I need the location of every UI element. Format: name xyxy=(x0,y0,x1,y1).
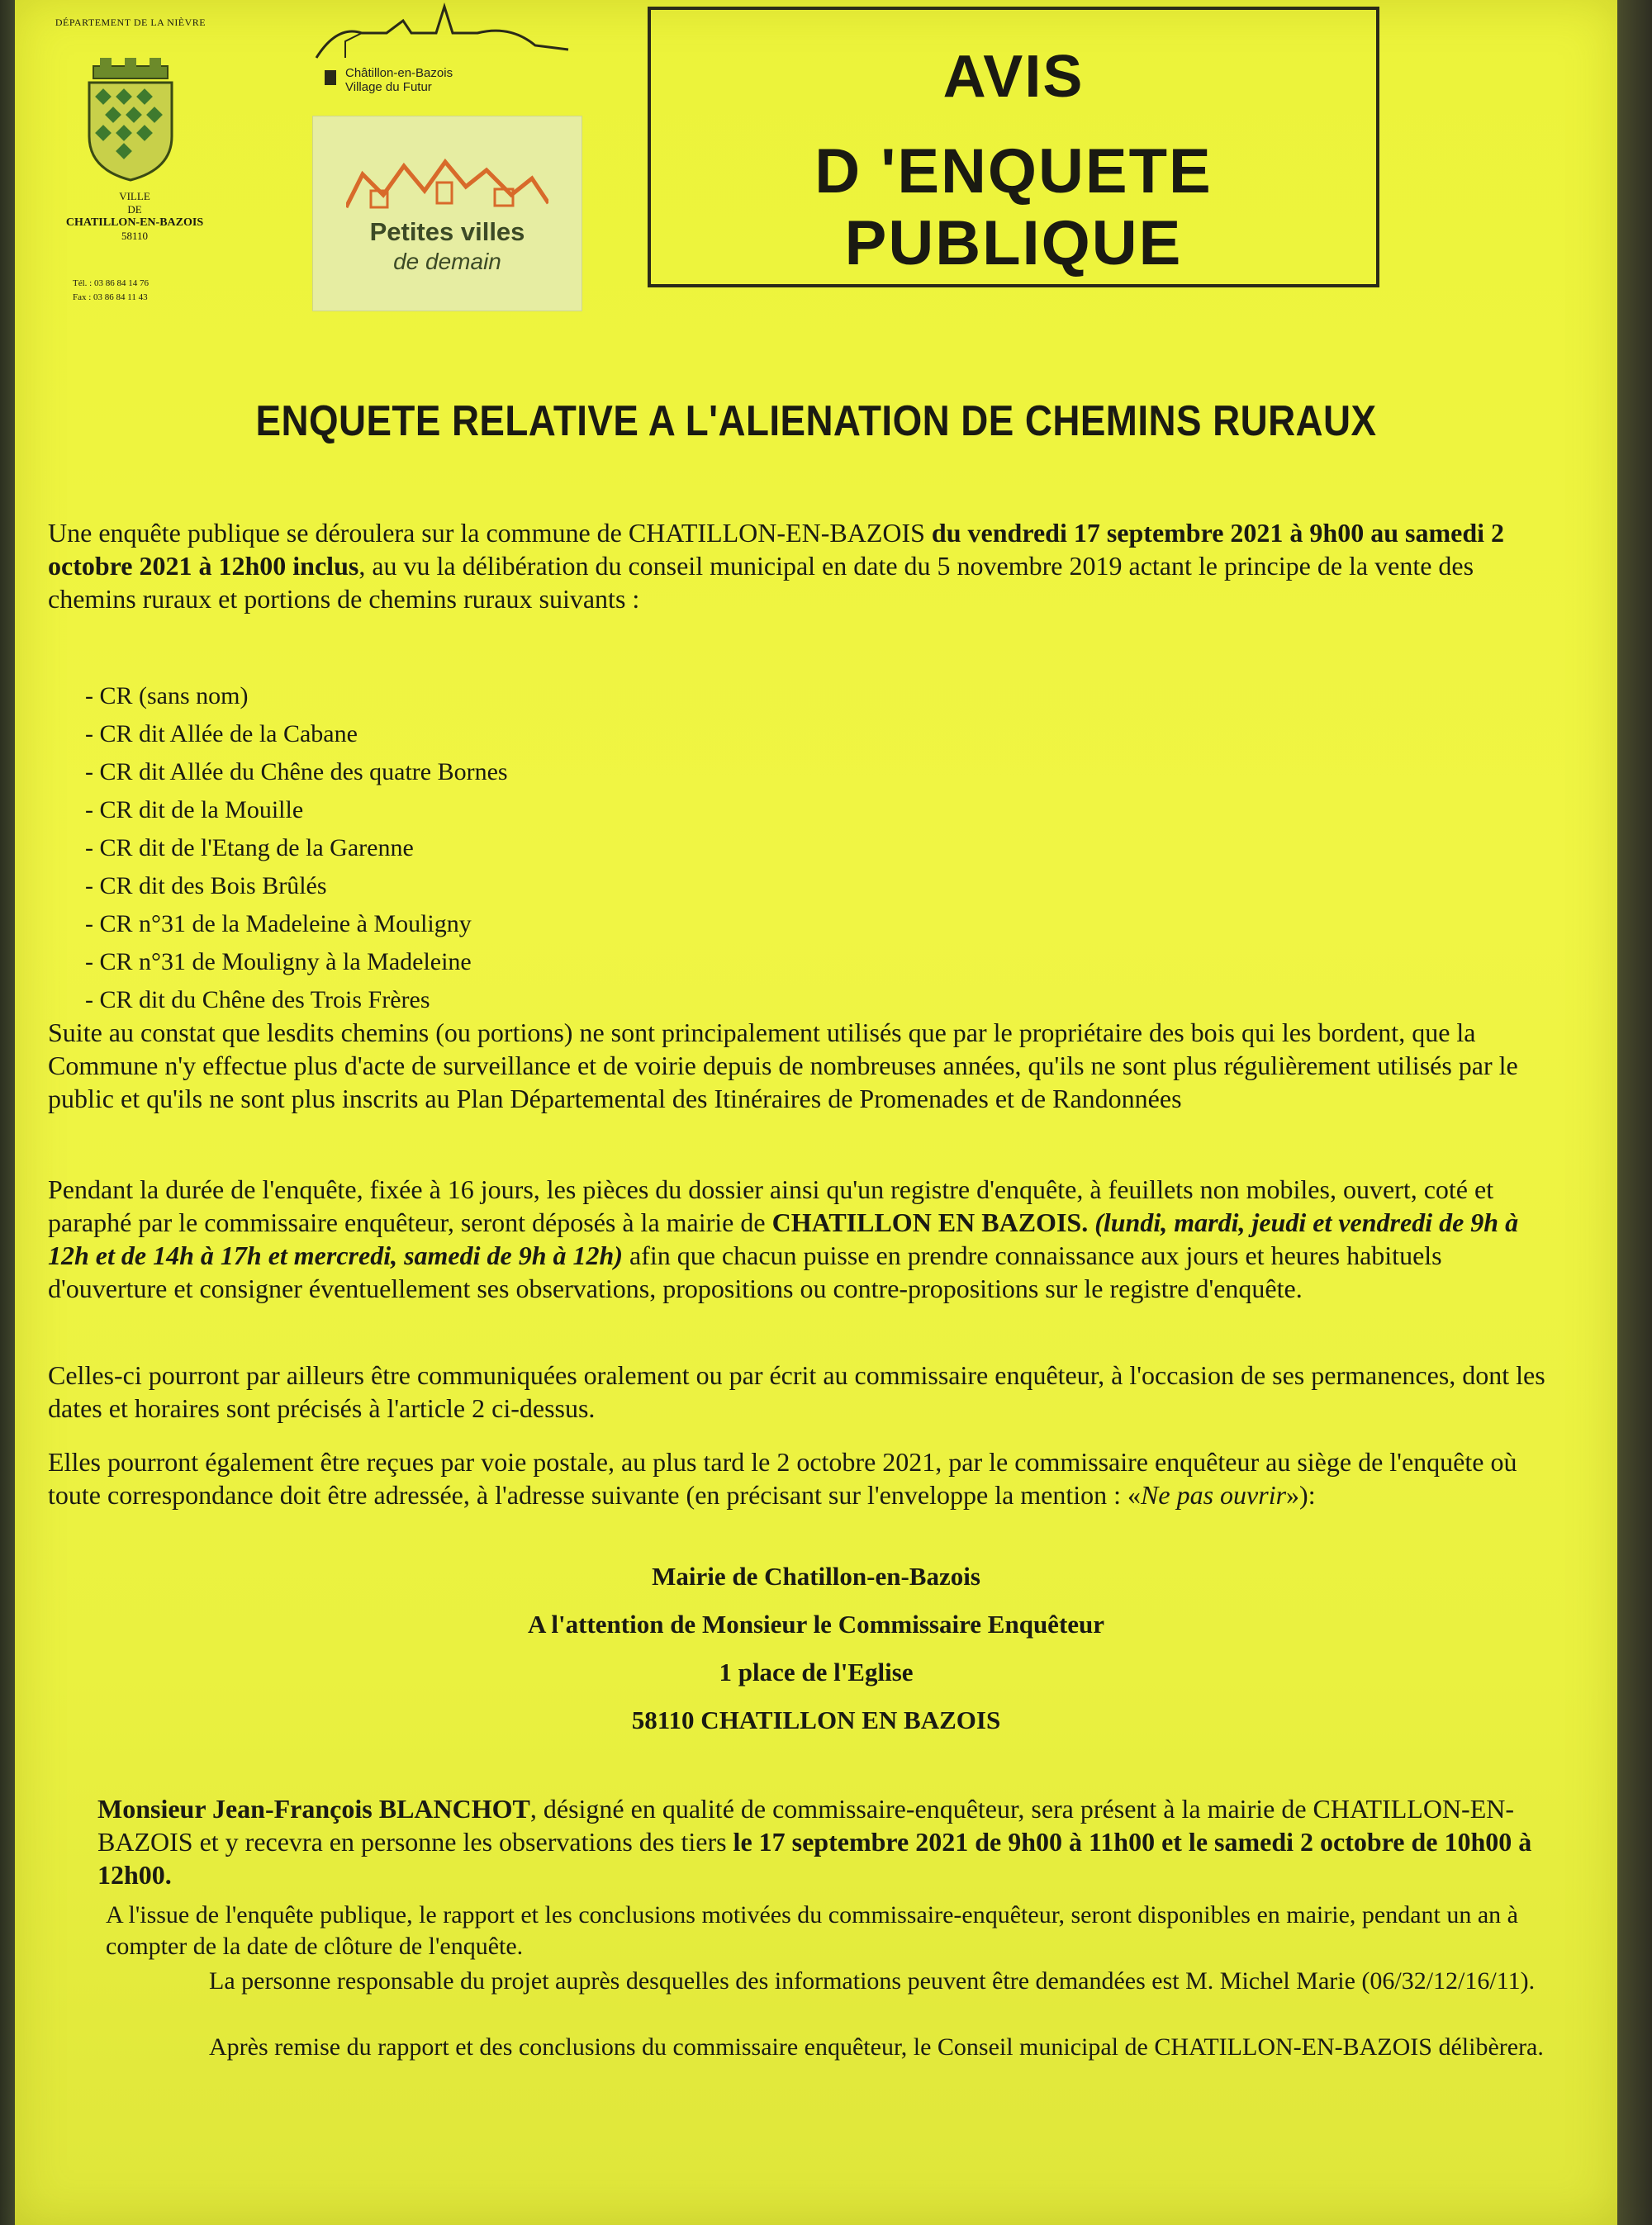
postale-mention: Ne pas ouvrir xyxy=(1141,1480,1287,1510)
conseil-paragraph: Après remise du rapport et des conclusions du commissaire enquêteur, le Conseil municipal de CHATILLON-EN-BAZOIS délibèrera. xyxy=(209,2033,1544,2061)
address-block xyxy=(15,1553,1617,1744)
address-line: Mairie de Chatillon-en-Bazois xyxy=(652,1562,980,1591)
list-item: - CR n°31 de Mouligny à la Madeleine xyxy=(85,943,508,981)
chemins-list xyxy=(85,677,508,1019)
address-line: 58110 CHATILLON EN BAZOIS xyxy=(631,1706,1001,1734)
list-item: - CR dit Allée de la Cabane xyxy=(85,715,508,753)
list-item: - CR dit de l'Etang de la Garenne xyxy=(85,829,508,867)
intro-text-2: , au vu la délibération du conseil municipal en date du 5 novembre 2019 actant le principe de la vente des chemins ruraux et portions de chemins ruraux suivants : xyxy=(48,551,1474,614)
pvd-subtitle: de demain xyxy=(393,249,501,274)
town-roofs-icon xyxy=(346,149,548,216)
de-label: DE xyxy=(127,203,142,216)
duree-hours: (lundi, mardi, jeudi et vendredi de 9h à 12h et de 14h à 17h et mercredi, samedi de 9h à 12h) xyxy=(48,1207,1519,1270)
responsable-paragraph: La personne responsable du projet auprès desquelles des informations peuvent être demandées est M. Michel Marie (06/32/12/16/11). xyxy=(209,1967,1536,1995)
avis-title-line2: D 'ENQUETE PUBLIQUE xyxy=(814,136,1213,278)
address-line: 1 place de l'Eglise xyxy=(719,1658,914,1687)
address-line: A l'attention de Monsieur le Commissaire Enquêteur xyxy=(527,1610,1105,1639)
department-label: DÉPARTEMENT DE LA NIÈVRE xyxy=(55,17,206,28)
coat-of-arms-icon xyxy=(77,58,184,182)
intro-dates: du vendredi 17 septembre 2021 à 9h00 au samedi 2 octobre 2021 à 12h00 inclus xyxy=(48,518,1505,581)
avis-title-line1: AVIS xyxy=(942,44,1085,110)
pvd-title: Petites villes xyxy=(369,217,525,246)
village-text xyxy=(345,66,453,94)
intro-text-1: Une enquête publique se déroulera sur la commune de CHATILLON-EN-BAZOIS xyxy=(48,518,932,548)
oral-paragraph: Celles-ci pourront par ailleurs être communiquées oralement ou par écrit au commissaire enquêteur, à l'occasion de ses permanences, dont les dates et horaires sont précisés à l'article 2 ci-dessus. xyxy=(48,1360,1545,1423)
commissaire-paragraph xyxy=(97,1792,1568,1891)
page-title: ENQUETE RELATIVE A L'ALIENATION DE CHEMINS RURAUX xyxy=(255,397,1377,445)
tel: Tél. : 03 86 84 14 76 xyxy=(73,278,149,288)
ville-label: VILLE xyxy=(119,190,150,202)
intro-paragraph xyxy=(48,516,1559,615)
duree-text-2: afin que chacun puisse en prendre connaissance aux jours et heures habituels d'ouverture et consigner éventuellement ses observations, propositions ou contre-propositions sur le registre d'enquête. xyxy=(48,1241,1442,1303)
list-item: - CR dit du Chêne des Trois Frères xyxy=(85,981,508,1019)
duree-text-1: Pendant la durée de l'enquête, fixée à 16 jours, les pièces du dossier ainsi qu'un registre d'enquête, à feuillets non mobiles, ouvert, coté et paraphé par le commissaire enquêteur, seront déposés à la mairie de xyxy=(48,1174,1494,1237)
notice-poster xyxy=(15,0,1617,2225)
petites-villes-logo xyxy=(312,116,582,311)
list-item: - CR n°31 de la Madeleine à Mouligny xyxy=(85,905,508,943)
postale-text-1: Elles pourront également être reçues par voie postale, au plus tard le 2 octobre 2021, par le commissaire enquêteur au siège de l'enquête où toute correspondance doit être adressée, à l'adresse suivante (en précisant sur l'enveloppe la mention : « xyxy=(48,1447,1517,1510)
commissaire-dates: le 17 septembre 2021 de 9h00 à 11h00 et le samedi 2 octobre de 10h00 à 12h00. xyxy=(97,1827,1532,1890)
list-item: - CR dit des Bois Brûlés xyxy=(85,867,508,905)
postcode: 58110 xyxy=(121,230,149,242)
duree-paragraph xyxy=(48,1173,1559,1305)
postale-paragraph xyxy=(48,1445,1559,1511)
list-item: - CR dit de la Mouille xyxy=(85,791,508,829)
list-item: - CR (sans nom) xyxy=(85,677,508,715)
avis-box xyxy=(648,7,1379,287)
duree-place: CHATILLON EN BAZOIS. xyxy=(771,1207,1089,1237)
commissaire-text: , désigné en qualité de commissaire-enquêteur, sera présent à la mairie de CHATILLON-EN-BAZOIS et y recevra en personne les observations des tiers xyxy=(97,1794,1515,1857)
contact-block xyxy=(73,277,149,305)
ville-name: CHATILLON-EN-BAZOIS xyxy=(65,216,204,229)
constat-paragraph: Suite au constat que lesdits chemins (ou portions) ne sont principalement utilisés que par le propriétaire des bois qui les bordent, que la Commune n'y effectue plus d'acte de surveillance et de voirie depuis de nombreuses années, qu'ils ne sont plus régulièrement utilisés par le public et qu'ils ne sont plus inscrits au Plan Départemental des Itinéraires de Promenades et de Randonnées xyxy=(48,1018,1518,1113)
postale-text-2: »): xyxy=(1286,1480,1316,1510)
rapport-paragraph: A l'issue de l'enquête publique, le rapport et les conclusions motivées du commissaire-enquêteur, seront disponibles en mairie, pendant un an à compter de la date de clôture de l'enquête. xyxy=(106,1901,1518,1960)
village-line2: Village du Futur xyxy=(345,80,432,94)
commissaire-name: Monsieur Jean-François BLANCHOT xyxy=(97,1794,530,1824)
fax: Fax : 03 86 84 11 43 xyxy=(73,292,148,302)
village-line1: Châtillon-en-Bazois xyxy=(345,66,453,80)
list-item: - CR dit Allée du Chêne des quatre Bornes xyxy=(85,753,508,791)
ville-block xyxy=(31,190,238,243)
